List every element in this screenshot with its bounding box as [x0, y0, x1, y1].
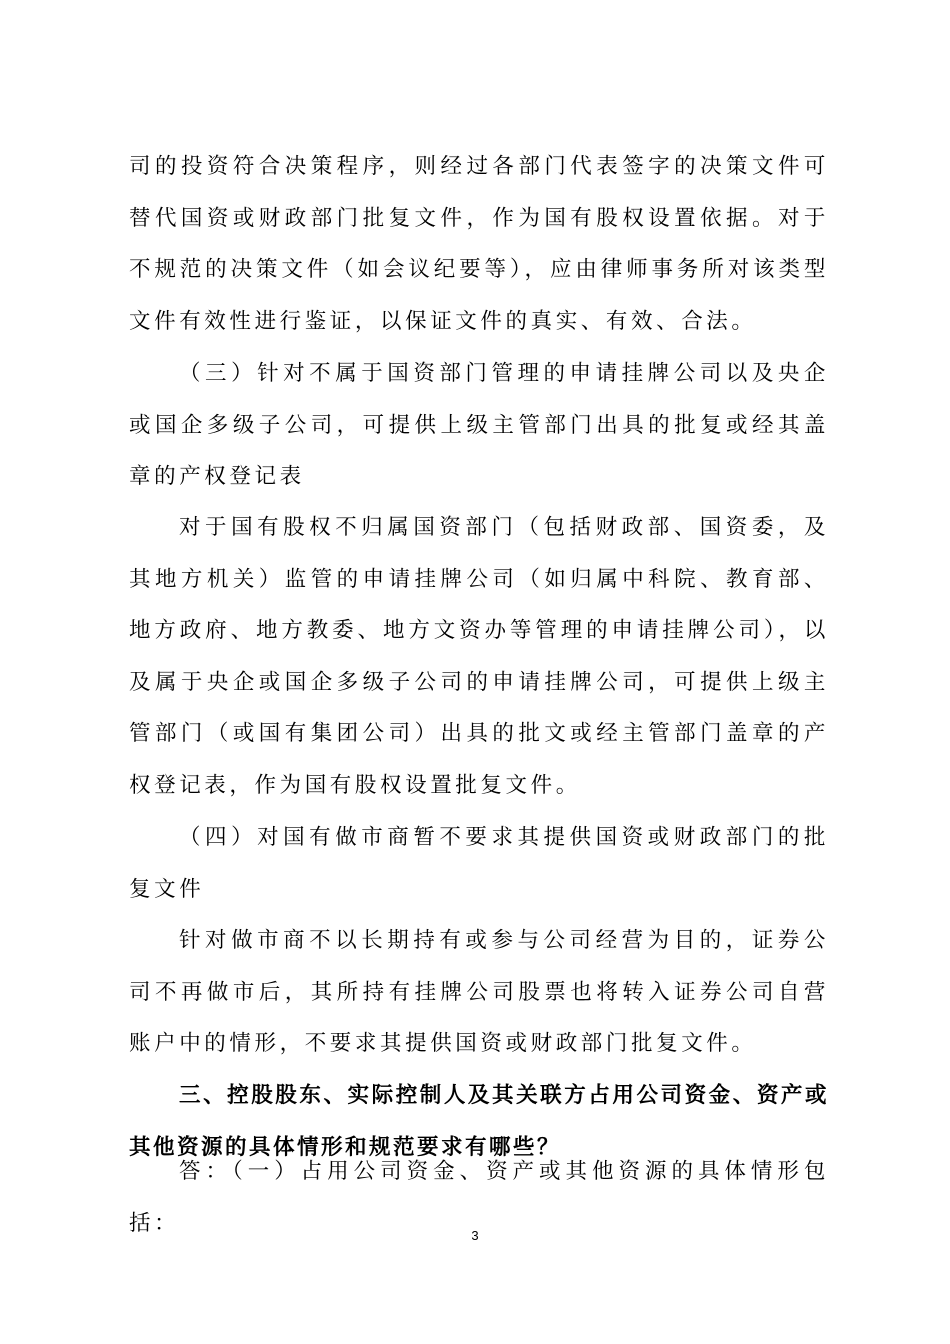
paragraph-market-maker: 针对做市商不以长期持有或参与公司经营为目的，证券公司不再做市后，其所持有挂牌公司股票也将转入证券公司自营账户中的情形，不要求其提供国资或财政部门批复文件。	[129, 928, 829, 1057]
page-number: 3	[471, 1228, 479, 1243]
paragraph-decision-documents: 司的投资符合决策程序，则经过各部门代表签字的决策文件可替代国资或财政部门批复文件，作为国有股权设置依据。对于不规范的决策文件（如会议纪要等），应由律师事务所对该类型文件有效性进行鉴证，以保证文件的真实、有效、合法。	[129, 154, 829, 334]
paragraph-section-three-heading: （三）针对不属于国资部门管理的申请挂牌公司以及央企或国企多级子公司，可提供上级主管部门出具的批复或经其盖章的产权登记表	[129, 361, 829, 490]
answer-paragraph: 答：（一）占用公司资金、资产或其他资源的具体情形包括：	[129, 1159, 829, 1236]
question-three-heading: 三、控股股东、实际控制人及其关联方占用公司资金、资产或其他资源的具体情形和规范要求有哪些？	[129, 1083, 829, 1160]
paragraph-non-sasac-equity: 对于国有股权不归属国资部门（包括财政部、国资委，及其地方机关）监管的申请挂牌公司（如归属中科院、教育部、地方政府、地方教委、地方文资办等管理的申请挂牌公司），以及属于央企或国企多级子公司的申请挂牌公司，可提供上级主管部门（或国有集团公司）出具的批文或经主管部门盖章的产权登记表，作为国有股权设置批复文件。	[129, 515, 829, 798]
paragraph-section-four-heading: （四）对国有做市商暂不要求其提供国资或财政部门的批复文件	[129, 825, 829, 902]
